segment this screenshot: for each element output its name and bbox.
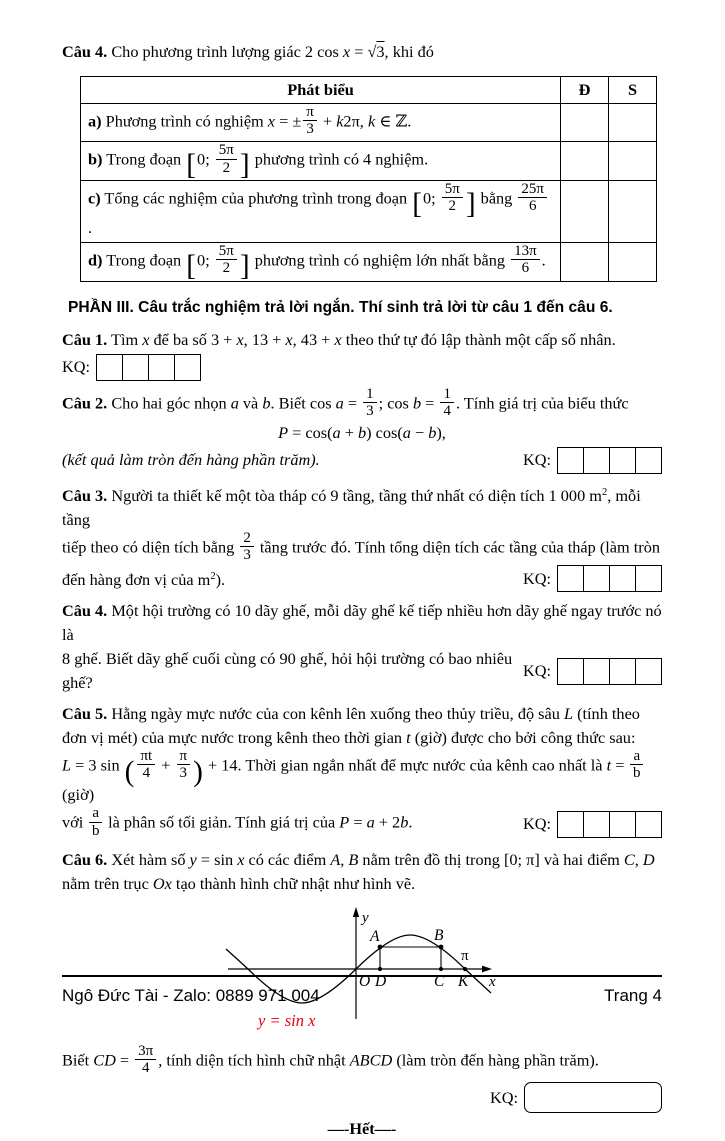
statement-b: b) Trong đoạn [0; $\frac{5\pi}{2}$ ] phương trình có 4 nghiệm. <box>81 142 561 180</box>
answer-cell <box>636 448 661 473</box>
answer-cells <box>557 658 662 685</box>
point-D-dot <box>378 967 382 971</box>
q4-text-line2: 8 ghế. Biết dãy ghế cuối cùng có 90 ghế, hỏi hội trường có bao nhiêu ghế? <box>62 649 513 693</box>
point-B-label: B <box>434 926 444 944</box>
kq-label: KQ: <box>522 814 551 834</box>
col-statement: Phát biểu <box>81 77 561 104</box>
point-K-dot <box>463 967 467 971</box>
footer-author: Ngô Đức Tài - Zalo: 0889 971 004 <box>62 986 320 1005</box>
answer-cell <box>610 812 636 837</box>
q2-equation: P = cos(a + b) cos(a − b), <box>278 422 446 442</box>
q5-text-line1: Câu 5. Hằng ngày mực nước của con kênh lên xuống theo thủy triều, độ sâu L (tính theo <box>62 704 640 724</box>
q6-biet-line: Biết CD = $\frac{3\pi}{4}$ , tính diện tích hình chữ nhật ABCD (làm tròn đến hàng phần trăm). <box>62 1042 599 1076</box>
kq-label: KQ: <box>522 568 551 588</box>
col-true: Đ <box>561 77 609 104</box>
answer-cell <box>610 566 636 591</box>
x-axis-label: x <box>489 973 496 990</box>
answer-strip-q4 <box>523 658 662 685</box>
point-C-dot <box>439 967 443 971</box>
answer-strip-q2 <box>523 447 662 474</box>
curve-equation-label: y = sin x <box>258 1010 316 1030</box>
false-cell-a <box>609 104 657 142</box>
statement-d: d) Trong đoạn [0; $\frac{5\pi}{2}$ ] phương trình có nghiệm lớn nhất bằng $\frac{13\pi}{6}$ . <box>81 243 561 281</box>
question-5 <box>62 702 662 841</box>
point-B-dot <box>439 944 444 949</box>
table-row <box>81 142 657 180</box>
false-cell-b <box>609 142 657 180</box>
question-1 <box>62 328 662 381</box>
answer-cell <box>636 659 661 684</box>
answer-cells <box>557 565 662 592</box>
answer-cells <box>96 354 201 381</box>
q3-text-line2: tiếp theo có diện tích bằng $\frac{2}{3}$ tầng trước đó. Tính tổng diện tích các tầng của tháp (làm tròn <box>62 529 660 563</box>
answer-cell <box>584 566 610 591</box>
answer-cell <box>558 448 584 473</box>
answer-strip-q1 <box>62 354 201 381</box>
table-row <box>81 243 657 281</box>
point-A-label: A <box>370 927 380 945</box>
question-4 <box>62 599 662 695</box>
q4-text-line1: Câu 4. Một hội trường có 10 dãy ghế, mỗi dãy ghế kế tiếp nhiều hơn dãy ghế ngay trước nó là <box>62 601 662 645</box>
answer-cells <box>557 811 662 838</box>
point-D-label: D <box>375 972 387 990</box>
answer-cell <box>558 566 584 591</box>
kq-label: KQ: <box>62 357 91 376</box>
answer-cell <box>610 448 636 473</box>
table-row <box>81 180 657 242</box>
answer-cell <box>610 659 636 684</box>
point-C-label: C <box>434 972 445 990</box>
q2-note: (kết quả làm tròn đến hàng phần trăm). <box>62 450 320 470</box>
q1-text: Câu 1. Tìm x để ba số 3 + x, 13 + x, 43 + x theo thứ tự đó lập thành một cấp số nhân. <box>62 329 616 349</box>
q5-text-line4: với $\frac{a}{b}$ là phân số tối giản. Tính giá trị của P = a + 2b. <box>62 805 413 839</box>
true-false-table <box>80 76 657 282</box>
answer-cell <box>584 659 610 684</box>
origin-label: O <box>359 972 371 990</box>
answer-field <box>524 1082 662 1113</box>
q2-text: Câu 2. Cho hai góc nhọn a và b. Biết cos a = $\frac{1}{3}$ ; cos b = $\frac{1}{4}$ . Tính giá trị của biểu thức <box>62 385 629 419</box>
q4-intro: Câu 4. Cho phương trình lượng giác 2 cos x = √3, khi đó <box>62 42 434 61</box>
answer-cell <box>123 355 149 380</box>
part3-heading: PHẦN III. Câu trắc nghiệm trả lời ngắn. Thí sinh trả lời từ câu 1 đến câu 6. <box>68 298 613 316</box>
end-marker: —-Hết—- <box>327 1119 397 1139</box>
q5-text-line2: đơn vị mét) của mực nước trong kênh theo thời gian t (giờ) được cho bởi công thức sau: <box>62 728 636 748</box>
kq-label: KQ: <box>522 450 551 470</box>
q3-text-line1: Câu 3. Người ta thiết kế một tòa tháp có 9 tầng, tầng thứ nhất có diện tích 1 000 $m^2$, mỗi tầng <box>62 485 641 529</box>
footer-page-number: Trang 4 <box>604 986 662 1005</box>
answer-cell <box>558 812 584 837</box>
x-axis-arrow <box>482 965 492 972</box>
sine-graph <box>148 898 600 1032</box>
true-cell-c <box>561 180 609 242</box>
sine-figure <box>148 898 600 1039</box>
y-axis-label: y <box>362 909 369 926</box>
question-3 <box>62 481 662 592</box>
point-K-label: K <box>458 972 469 990</box>
kq-label: KQ: <box>522 661 551 681</box>
answer-cell <box>636 812 661 837</box>
false-cell-c <box>609 180 657 242</box>
q6-text-line2: nằm trên trục Ox tạo thành hình chữ nhật như hình vẽ. <box>62 873 416 893</box>
answer-cells <box>557 447 662 474</box>
answer-cell <box>149 355 175 380</box>
pi-label: π <box>461 947 469 964</box>
q3-text-line3: đến hàng đơn vị của $m^2$). <box>62 569 226 589</box>
col-false: S <box>609 77 657 104</box>
true-cell-a <box>561 104 609 142</box>
true-cell-d <box>561 243 609 281</box>
kq-label: KQ: <box>489 1087 518 1107</box>
point-A-dot <box>378 944 383 949</box>
statement-c: c) Tổng các nghiệm của phương trình trong đoạn [0; $\frac{5\pi}{2}$ ] bằng $\frac{25\pi}{6}$ . <box>81 180 561 242</box>
answer-cell <box>636 566 661 591</box>
question-2 <box>62 385 662 474</box>
answer-cell <box>584 448 610 473</box>
answer-box-q6 <box>490 1082 662 1113</box>
answer-cell <box>97 355 123 380</box>
table-header-row <box>81 77 657 104</box>
statement-a: a) Phương trình có nghiệm x = ± $\frac{\pi}{3}$ + k2π, k ∈ ℤ. <box>81 104 561 142</box>
true-cell-b <box>561 142 609 180</box>
answer-strip-q5 <box>523 811 662 838</box>
answer-cell <box>558 659 584 684</box>
answer-strip-q3 <box>523 565 662 592</box>
y-axis-arrow <box>353 907 359 917</box>
q6-text-line1: Câu 6. Xét hàm số y = sin x có các điểm A, B nằm trên đồ thị trong [0; π] và hai điểm C, D <box>62 849 655 869</box>
page-footer <box>62 972 662 1008</box>
q5-formula-line: L = 3 sin ( $\frac{\pi t}{4}$ + $\frac{\pi}{3}$ ) + 14. Thời gian ngắn nhất để mực nước của kênh cao nhất là t = $\frac{a}{b}$ (giờ) <box>62 750 662 807</box>
table-row <box>81 104 657 142</box>
answer-cell <box>175 355 200 380</box>
false-cell-d <box>609 243 657 281</box>
answer-cell <box>584 812 610 837</box>
